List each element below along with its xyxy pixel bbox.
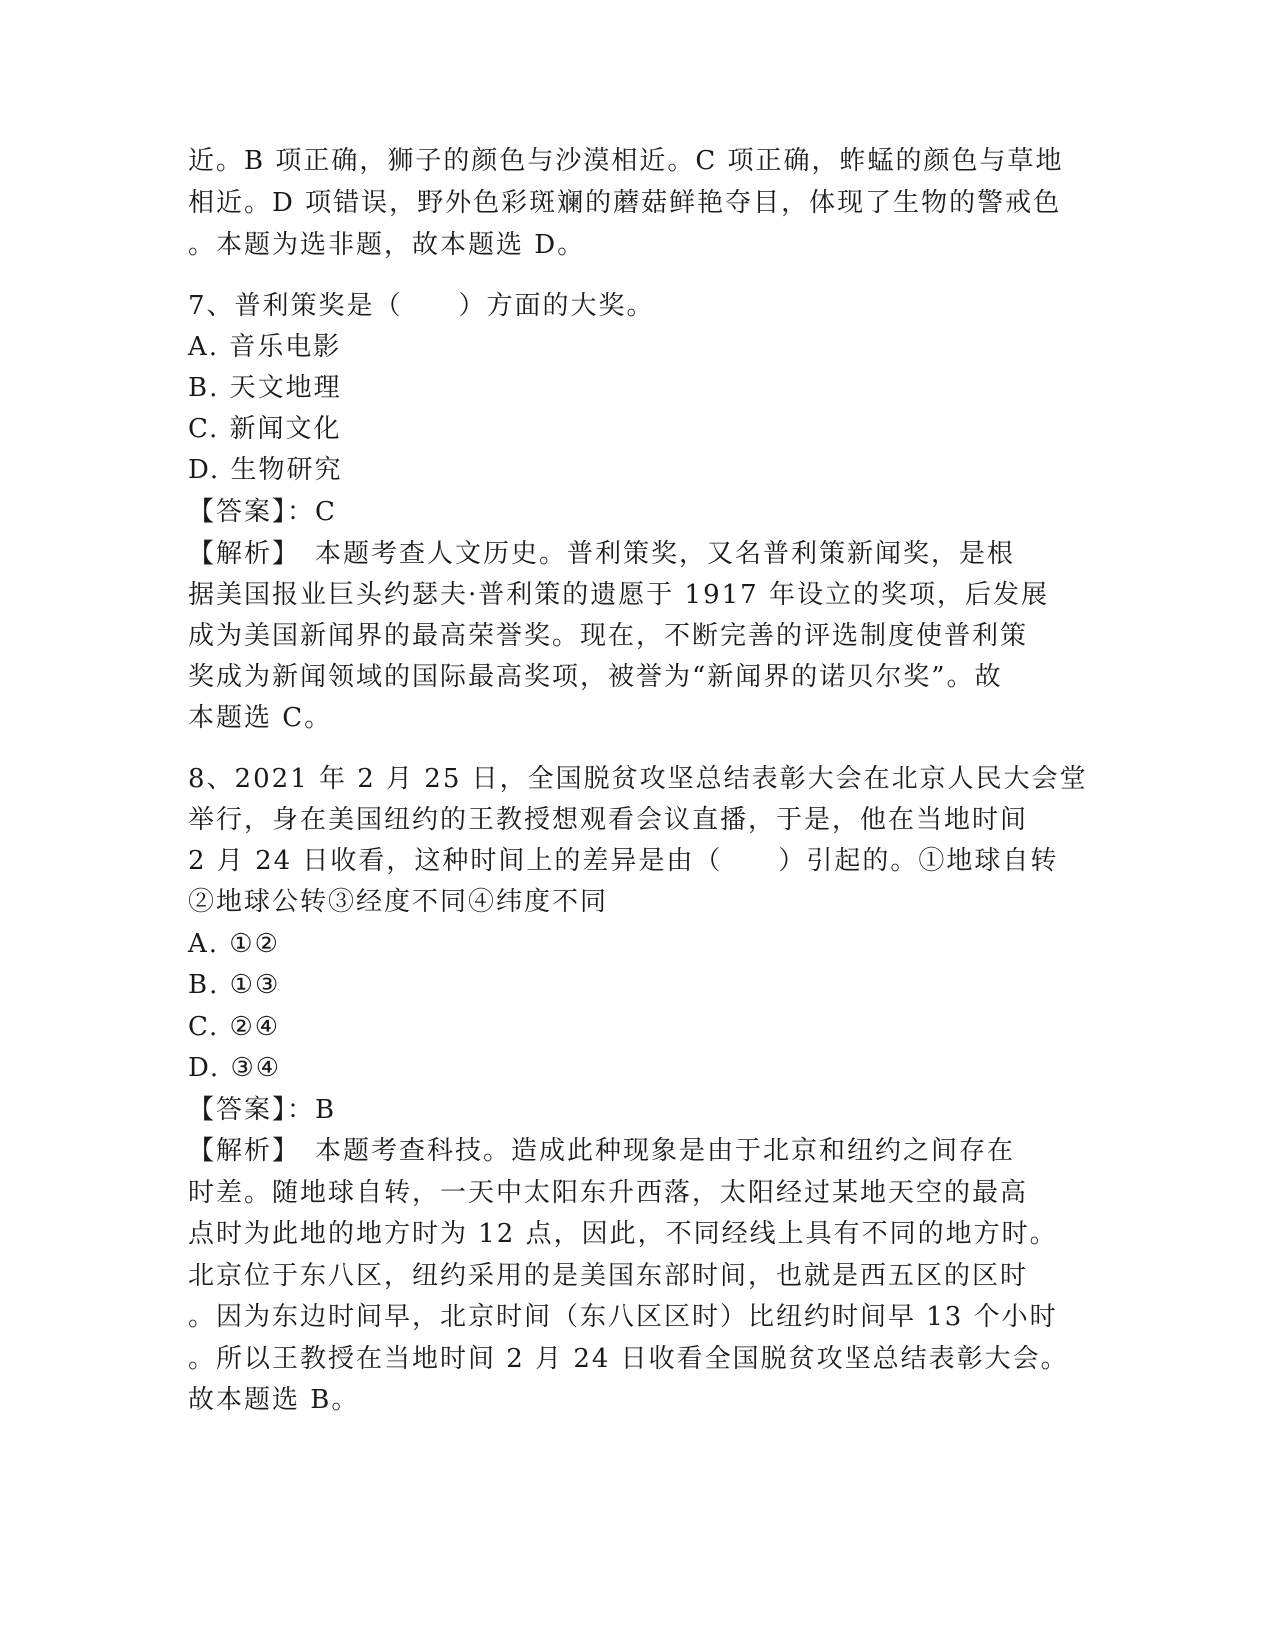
q8-analysis-line: 。所以王教授在当地时间 2 月 24 日收看全国脱贫攻坚总结表彰大会。 xyxy=(188,1344,1069,1374)
q8-analysis-line: 时差。随地球自转，一天中太阳东升西落，太阳经过某地天空的最高 xyxy=(188,1178,1029,1208)
q8-analysis-line: 故本题选 B。 xyxy=(188,1385,360,1415)
q8-option-b: B. ①③ xyxy=(188,970,281,1000)
q8-option-d: D. ③④ xyxy=(188,1053,282,1083)
q8-question-line: 举行，身在美国纽约的王教授想观看会议直播，于是，他在当地时间 xyxy=(188,805,1029,835)
q8-analysis-line: 北京位于东八区，纽约采用的是美国东部时间，也就是西五区的区时 xyxy=(188,1261,1029,1291)
q7-answer: 【答案】：C xyxy=(188,497,337,527)
q7-option-a: A. 音乐电影 xyxy=(188,332,342,362)
q7-analysis-line: 成为美国新闻界的最高荣誉奖。现在，不断完善的评选制度使普利策 xyxy=(188,621,1029,651)
q8-option-c: C. ②④ xyxy=(188,1012,281,1042)
q7-analysis-line: 据美国报业巨头约瑟夫·普利策的遗愿于 1917 年设立的奖项，后发展 xyxy=(188,580,1049,610)
q8-question-line: 8、2021 年 2 月 25 日，全国脱贫攻坚总结表彰大会在北京人民大会堂 xyxy=(188,764,1088,794)
q8-question-line: ②地球公转③经度不同④纬度不同 xyxy=(188,887,609,917)
q8-analysis-line: 点时为此地的地方时为 12 点，因此，不同经线上具有不同的地方时。 xyxy=(188,1219,1058,1249)
q8-option-a: A. ①② xyxy=(188,929,280,959)
q7-analysis-line: 【解析】 本题考查人文历史。普利策奖，又名普利策新闻奖，是根 xyxy=(188,539,1016,569)
q8-analysis-line: 【解析】 本题考查科技。造成此种现象是由于北京和纽约之间存在 xyxy=(188,1136,1016,1166)
q7-analysis-line: 本题选 C。 xyxy=(188,703,333,733)
q8-answer: 【答案】：B xyxy=(188,1095,337,1125)
q7-option-c: C. 新闻文化 xyxy=(188,414,342,444)
q8-question-line: 2 月 24 日收看，这种时间上的差异是由（ ）引起的。①地球自转 xyxy=(188,846,1059,876)
q8-analysis-line: 。因为东边时间早，北京时间（东八区区时）比纽约时间早 13 个小时 xyxy=(188,1302,1058,1332)
q7-option-d: D. 生物研究 xyxy=(188,455,343,485)
q7-question: 7、普利策奖是（ ）方面的大奖。 xyxy=(188,291,655,321)
q7-analysis-line: 奖成为新闻领域的国际最高奖项，被誉为“新闻界的诺贝尔奖”。故 xyxy=(188,662,1003,692)
intro-line: 近。B 项正确，狮子的颜色与沙漠相近。C 项正确，蚱蜢的颜色与草地 xyxy=(188,146,1064,176)
intro-line: 相近。D 项错误，野外色彩斑斓的蘑菇鲜艳夺目，体现了生物的警戒色 xyxy=(188,188,1062,218)
intro-line: 。本题为选非题，故本题选 D。 xyxy=(188,230,586,260)
q7-option-b: B. 天文地理 xyxy=(188,373,342,403)
